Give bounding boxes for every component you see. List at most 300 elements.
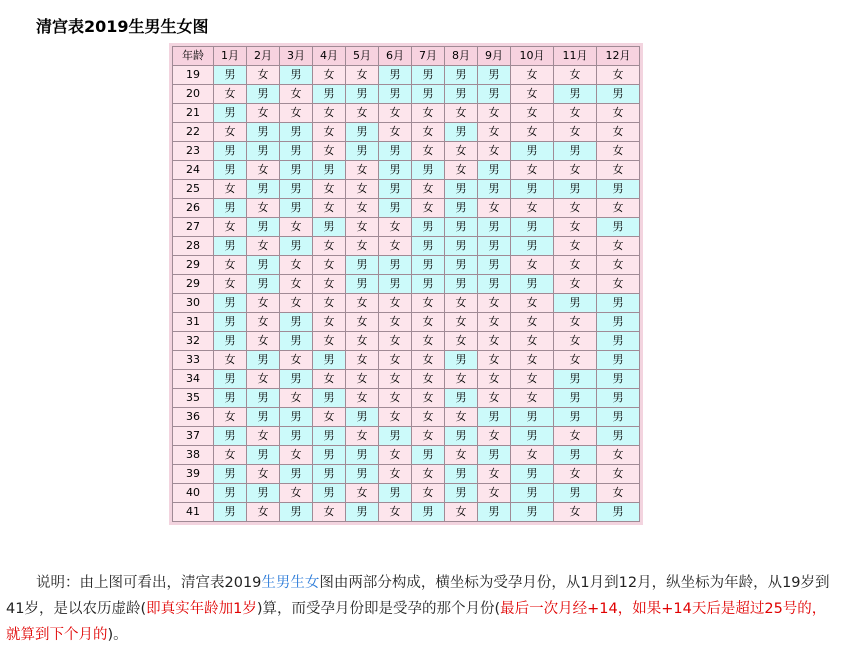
female-cell: 女 — [379, 503, 411, 521]
female-cell: 女 — [247, 104, 279, 122]
female-cell: 女 — [412, 142, 444, 160]
female-cell: 女 — [313, 199, 345, 217]
female-cell: 女 — [379, 465, 411, 483]
male-cell: 男 — [346, 85, 378, 103]
female-cell: 女 — [379, 332, 411, 350]
male-cell: 男 — [346, 142, 378, 160]
male-cell: 男 — [247, 123, 279, 141]
male-cell: 男 — [511, 427, 553, 445]
male-cell: 男 — [554, 484, 596, 502]
female-cell: 女 — [511, 446, 553, 464]
female-cell: 女 — [554, 104, 596, 122]
male-cell: 男 — [511, 484, 553, 502]
header-month: 11月 — [554, 47, 596, 65]
male-cell: 男 — [445, 180, 477, 198]
female-cell: 女 — [280, 446, 312, 464]
table-row — [173, 484, 639, 502]
age-cell: 29 — [173, 275, 213, 293]
female-cell: 女 — [412, 104, 444, 122]
female-cell: 女 — [346, 218, 378, 236]
male-cell: 男 — [445, 66, 477, 84]
male-cell: 男 — [511, 142, 553, 160]
table-row — [173, 256, 639, 274]
female-cell: 女 — [214, 85, 246, 103]
age-cell: 29 — [173, 256, 213, 274]
female-cell: 女 — [313, 408, 345, 426]
age-cell: 33 — [173, 351, 213, 369]
female-cell: 女 — [379, 104, 411, 122]
female-cell: 女 — [554, 275, 596, 293]
female-cell: 女 — [346, 199, 378, 217]
male-cell: 男 — [445, 484, 477, 502]
male-cell: 男 — [214, 465, 246, 483]
female-cell: 女 — [313, 370, 345, 388]
male-cell: 男 — [597, 503, 639, 521]
age-cell: 22 — [173, 123, 213, 141]
male-cell: 男 — [247, 85, 279, 103]
male-cell: 男 — [478, 218, 510, 236]
table-body — [173, 66, 639, 521]
male-cell: 男 — [412, 161, 444, 179]
male-cell: 男 — [214, 313, 246, 331]
female-cell: 女 — [247, 465, 279, 483]
male-cell: 男 — [313, 85, 345, 103]
age-cell: 41 — [173, 503, 213, 521]
male-cell: 男 — [313, 351, 345, 369]
male-cell: 男 — [280, 180, 312, 198]
table-row — [173, 465, 639, 483]
female-cell: 女 — [379, 389, 411, 407]
female-cell: 女 — [478, 370, 510, 388]
female-cell: 女 — [597, 104, 639, 122]
male-cell: 男 — [445, 275, 477, 293]
male-cell: 男 — [511, 275, 553, 293]
male-cell: 男 — [280, 503, 312, 521]
age-cell: 26 — [173, 199, 213, 217]
female-cell: 女 — [511, 313, 553, 331]
female-cell: 女 — [554, 313, 596, 331]
female-cell: 女 — [346, 294, 378, 312]
male-cell: 男 — [412, 237, 444, 255]
female-cell: 女 — [478, 351, 510, 369]
male-cell: 男 — [412, 446, 444, 464]
male-cell: 男 — [313, 427, 345, 445]
female-cell: 女 — [597, 142, 639, 160]
male-cell: 男 — [214, 142, 246, 160]
female-cell: 女 — [412, 332, 444, 350]
male-cell: 男 — [597, 180, 639, 198]
female-cell: 女 — [597, 465, 639, 483]
female-cell: 女 — [379, 446, 411, 464]
female-cell: 女 — [445, 142, 477, 160]
female-cell: 女 — [247, 313, 279, 331]
age-cell: 37 — [173, 427, 213, 445]
male-cell: 男 — [478, 275, 510, 293]
male-cell: 男 — [478, 66, 510, 84]
male-cell: 男 — [511, 408, 553, 426]
female-cell: 女 — [554, 503, 596, 521]
female-cell: 女 — [379, 351, 411, 369]
female-cell: 女 — [346, 104, 378, 122]
male-cell: 男 — [313, 389, 345, 407]
male-cell: 男 — [247, 484, 279, 502]
header-month: 2月 — [247, 47, 279, 65]
male-cell: 男 — [554, 142, 596, 160]
male-cell: 男 — [445, 465, 477, 483]
female-cell: 女 — [597, 237, 639, 255]
male-cell: 男 — [511, 218, 553, 236]
female-cell: 女 — [511, 294, 553, 312]
female-cell: 女 — [412, 180, 444, 198]
header-month: 5月 — [346, 47, 378, 65]
female-cell: 女 — [346, 332, 378, 350]
header-month: 7月 — [412, 47, 444, 65]
age-cell: 23 — [173, 142, 213, 160]
female-cell: 女 — [346, 427, 378, 445]
female-cell: 女 — [511, 199, 553, 217]
female-cell: 女 — [511, 66, 553, 84]
male-cell: 男 — [280, 199, 312, 217]
table-row — [173, 427, 639, 445]
male-cell: 男 — [554, 408, 596, 426]
male-cell: 男 — [379, 85, 411, 103]
description — [6, 570, 838, 648]
male-cell: 男 — [247, 408, 279, 426]
header-month: 9月 — [478, 47, 510, 65]
female-cell: 女 — [379, 370, 411, 388]
female-cell: 女 — [379, 408, 411, 426]
male-cell: 男 — [280, 66, 312, 84]
female-cell: 女 — [412, 484, 444, 502]
male-cell: 男 — [247, 275, 279, 293]
male-cell: 男 — [346, 123, 378, 141]
age-cell: 28 — [173, 237, 213, 255]
table-row — [173, 503, 639, 521]
male-cell: 男 — [379, 484, 411, 502]
male-cell: 男 — [412, 503, 444, 521]
female-cell: 女 — [478, 199, 510, 217]
male-cell: 男 — [379, 142, 411, 160]
female-cell: 女 — [554, 199, 596, 217]
male-cell: 男 — [478, 85, 510, 103]
male-cell: 男 — [478, 256, 510, 274]
female-cell: 女 — [247, 237, 279, 255]
table-row — [173, 313, 639, 331]
female-cell: 女 — [445, 370, 477, 388]
male-cell: 男 — [478, 161, 510, 179]
age-cell: 24 — [173, 161, 213, 179]
male-cell: 男 — [346, 275, 378, 293]
male-cell: 男 — [313, 446, 345, 464]
header-month: 8月 — [445, 47, 477, 65]
female-cell: 女 — [511, 332, 553, 350]
female-cell: 女 — [597, 161, 639, 179]
female-cell: 女 — [313, 180, 345, 198]
female-cell: 女 — [214, 408, 246, 426]
male-cell: 男 — [597, 313, 639, 331]
female-cell: 女 — [597, 275, 639, 293]
female-cell: 女 — [597, 256, 639, 274]
male-cell: 男 — [214, 503, 246, 521]
female-cell: 女 — [597, 123, 639, 141]
table-row — [173, 351, 639, 369]
female-cell: 女 — [280, 351, 312, 369]
female-cell: 女 — [445, 313, 477, 331]
age-cell: 32 — [173, 332, 213, 350]
age-cell: 27 — [173, 218, 213, 236]
male-cell: 男 — [214, 161, 246, 179]
female-cell: 女 — [445, 446, 477, 464]
female-cell: 女 — [412, 389, 444, 407]
female-cell: 女 — [511, 256, 553, 274]
female-cell: 女 — [511, 370, 553, 388]
female-cell: 女 — [554, 161, 596, 179]
gender-link[interactable]: 生男生女 — [261, 575, 320, 591]
male-cell: 男 — [346, 408, 378, 426]
female-cell: 女 — [412, 465, 444, 483]
female-cell: 女 — [280, 294, 312, 312]
female-cell: 女 — [478, 484, 510, 502]
table-row — [173, 389, 639, 407]
female-cell: 女 — [280, 275, 312, 293]
female-cell: 女 — [511, 123, 553, 141]
male-cell: 男 — [478, 180, 510, 198]
female-cell: 女 — [313, 294, 345, 312]
female-cell: 女 — [554, 256, 596, 274]
female-cell: 女 — [478, 332, 510, 350]
male-cell: 男 — [280, 332, 312, 350]
male-cell: 男 — [597, 85, 639, 103]
female-cell: 女 — [247, 294, 279, 312]
male-cell: 男 — [214, 389, 246, 407]
female-cell: 女 — [478, 123, 510, 141]
male-cell: 男 — [597, 389, 639, 407]
male-cell: 男 — [554, 370, 596, 388]
male-cell: 男 — [346, 446, 378, 464]
male-cell: 男 — [379, 256, 411, 274]
table-row — [173, 142, 639, 160]
female-cell: 女 — [511, 161, 553, 179]
female-cell: 女 — [445, 503, 477, 521]
female-cell: 女 — [445, 332, 477, 350]
table-row — [173, 161, 639, 179]
male-cell: 男 — [412, 85, 444, 103]
female-cell: 女 — [280, 218, 312, 236]
male-cell: 男 — [379, 180, 411, 198]
male-cell: 男 — [313, 465, 345, 483]
male-cell: 男 — [478, 446, 510, 464]
female-cell: 女 — [412, 408, 444, 426]
male-cell: 男 — [478, 408, 510, 426]
male-cell: 男 — [597, 427, 639, 445]
page-title: 清宫表2019生男生女图 — [36, 17, 209, 36]
female-cell: 女 — [280, 256, 312, 274]
female-cell: 女 — [313, 275, 345, 293]
female-cell: 女 — [412, 427, 444, 445]
female-cell: 女 — [412, 199, 444, 217]
male-cell: 男 — [346, 256, 378, 274]
male-cell: 男 — [478, 237, 510, 255]
male-cell: 男 — [597, 370, 639, 388]
female-cell: 女 — [214, 351, 246, 369]
female-cell: 女 — [214, 123, 246, 141]
female-cell: 女 — [554, 123, 596, 141]
table-row — [173, 275, 639, 293]
female-cell: 女 — [214, 218, 246, 236]
male-cell: 男 — [280, 237, 312, 255]
female-cell: 女 — [597, 199, 639, 217]
female-cell: 女 — [554, 237, 596, 255]
female-cell: 女 — [346, 161, 378, 179]
description-text-3: )算，而受孕月份即是受孕的那个月份( — [256, 601, 501, 617]
female-cell: 女 — [214, 180, 246, 198]
table-row — [173, 123, 639, 141]
table-row — [173, 104, 639, 122]
female-cell: 女 — [214, 275, 246, 293]
male-cell: 男 — [280, 123, 312, 141]
female-cell: 女 — [478, 142, 510, 160]
female-cell: 女 — [346, 351, 378, 369]
female-cell: 女 — [280, 389, 312, 407]
male-cell: 男 — [247, 142, 279, 160]
female-cell: 女 — [346, 370, 378, 388]
female-cell: 女 — [247, 427, 279, 445]
male-cell: 男 — [597, 332, 639, 350]
female-cell: 女 — [445, 161, 477, 179]
female-cell: 女 — [478, 104, 510, 122]
female-cell: 女 — [313, 256, 345, 274]
male-cell: 男 — [445, 256, 477, 274]
table-row — [173, 66, 639, 84]
male-cell: 男 — [379, 199, 411, 217]
male-cell: 男 — [554, 180, 596, 198]
female-cell: 女 — [554, 465, 596, 483]
female-cell: 女 — [554, 332, 596, 350]
male-cell: 男 — [412, 66, 444, 84]
male-cell: 男 — [280, 465, 312, 483]
female-cell: 女 — [346, 66, 378, 84]
female-cell: 女 — [280, 85, 312, 103]
gender-chart-table-wrapper — [169, 43, 643, 525]
male-cell: 男 — [280, 313, 312, 331]
male-cell: 男 — [511, 237, 553, 255]
table-row — [173, 408, 639, 426]
male-cell: 男 — [379, 161, 411, 179]
female-cell: 女 — [412, 294, 444, 312]
female-cell: 女 — [247, 332, 279, 350]
age-cell: 31 — [173, 313, 213, 331]
description-highlight-age: 即真实年龄加1岁 — [146, 601, 257, 617]
table-row — [173, 294, 639, 312]
female-cell: 女 — [445, 408, 477, 426]
female-cell: 女 — [511, 389, 553, 407]
female-cell: 女 — [478, 389, 510, 407]
female-cell: 女 — [346, 237, 378, 255]
male-cell: 男 — [379, 66, 411, 84]
table-row — [173, 446, 639, 464]
female-cell: 女 — [412, 351, 444, 369]
male-cell: 男 — [346, 503, 378, 521]
female-cell: 女 — [247, 66, 279, 84]
male-cell: 男 — [445, 218, 477, 236]
male-cell: 男 — [445, 389, 477, 407]
female-cell: 女 — [597, 484, 639, 502]
female-cell: 女 — [597, 446, 639, 464]
female-cell: 女 — [313, 104, 345, 122]
male-cell: 男 — [247, 446, 279, 464]
header-month: 6月 — [379, 47, 411, 65]
male-cell: 男 — [280, 427, 312, 445]
female-cell: 女 — [379, 313, 411, 331]
female-cell: 女 — [313, 123, 345, 141]
female-cell: 女 — [313, 313, 345, 331]
male-cell: 男 — [247, 351, 279, 369]
male-cell: 男 — [445, 85, 477, 103]
female-cell: 女 — [214, 446, 246, 464]
age-cell: 35 — [173, 389, 213, 407]
age-cell: 34 — [173, 370, 213, 388]
table-row — [173, 85, 639, 103]
female-cell: 女 — [412, 313, 444, 331]
male-cell: 男 — [554, 85, 596, 103]
male-cell: 男 — [511, 465, 553, 483]
table-row — [173, 237, 639, 255]
table-row — [173, 180, 639, 198]
male-cell: 男 — [511, 180, 553, 198]
description-text-2: 图由两部分构成，横坐标为受孕月份，从1月到12月，纵坐标为年龄，从19岁到41岁，是以农历虚龄( — [6, 575, 830, 617]
header-month: 12月 — [597, 47, 639, 65]
age-cell: 40 — [173, 484, 213, 502]
male-cell: 男 — [280, 408, 312, 426]
female-cell: 女 — [346, 389, 378, 407]
gender-chart-table — [172, 46, 640, 522]
female-cell: 女 — [445, 104, 477, 122]
age-cell: 19 — [173, 66, 213, 84]
male-cell: 男 — [412, 275, 444, 293]
female-cell: 女 — [379, 294, 411, 312]
female-cell: 女 — [280, 484, 312, 502]
male-cell: 男 — [214, 294, 246, 312]
table-row — [173, 218, 639, 236]
age-cell: 21 — [173, 104, 213, 122]
female-cell: 女 — [247, 503, 279, 521]
male-cell: 男 — [313, 218, 345, 236]
header-month: 3月 — [280, 47, 312, 65]
female-cell: 女 — [445, 294, 477, 312]
male-cell: 男 — [412, 218, 444, 236]
female-cell: 女 — [346, 180, 378, 198]
female-cell: 女 — [313, 503, 345, 521]
age-cell: 38 — [173, 446, 213, 464]
male-cell: 男 — [478, 503, 510, 521]
female-cell: 女 — [597, 66, 639, 84]
male-cell: 男 — [247, 180, 279, 198]
male-cell: 男 — [280, 370, 312, 388]
female-cell: 女 — [313, 237, 345, 255]
male-cell: 男 — [214, 237, 246, 255]
age-cell: 25 — [173, 180, 213, 198]
male-cell: 男 — [597, 408, 639, 426]
male-cell: 男 — [346, 465, 378, 483]
male-cell: 男 — [597, 294, 639, 312]
female-cell: 女 — [313, 66, 345, 84]
male-cell: 男 — [247, 389, 279, 407]
male-cell: 男 — [445, 123, 477, 141]
female-cell: 女 — [247, 161, 279, 179]
female-cell: 女 — [511, 104, 553, 122]
description-text-4: )。 — [107, 627, 128, 643]
table-row — [173, 370, 639, 388]
